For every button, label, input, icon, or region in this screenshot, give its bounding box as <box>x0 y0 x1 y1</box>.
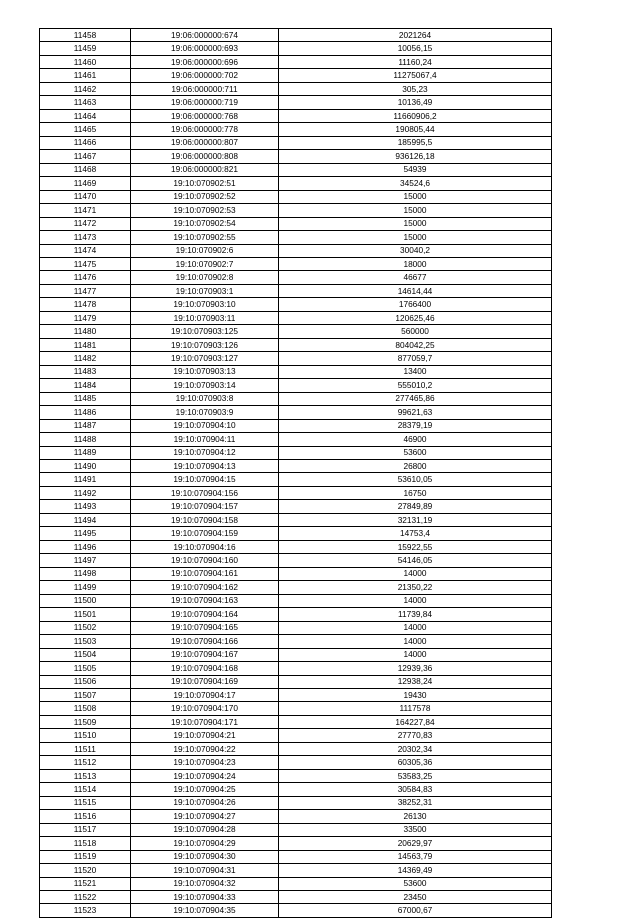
value-cell: 46677 <box>279 271 552 284</box>
cadastral-number-cell: 19:10:070903:10 <box>131 298 279 311</box>
table-row <box>40 150 552 163</box>
value-cell: 877059,7 <box>279 352 552 365</box>
cadastral-number-cell: 19:10:070904:35 <box>131 904 279 917</box>
table-row <box>40 244 552 257</box>
cadastral-number-cell: 19:10:070904:165 <box>131 621 279 634</box>
cadastral-number-cell: 19:10:070904:157 <box>131 500 279 513</box>
row-number-cell: 11508 <box>40 702 131 715</box>
value-cell: 555010,2 <box>279 379 552 392</box>
table-row <box>40 500 552 513</box>
value-cell: 38252,31 <box>279 796 552 809</box>
table-row <box>40 715 552 728</box>
table-row <box>40 257 552 270</box>
row-number-cell: 11475 <box>40 257 131 270</box>
table-row <box>40 567 552 580</box>
row-number-cell: 11504 <box>40 648 131 661</box>
cadastral-number-cell: 19:06:000000:711 <box>131 82 279 95</box>
cadastral-number-cell: 19:10:070902:52 <box>131 190 279 203</box>
value-cell: 30040,2 <box>279 244 552 257</box>
table-row <box>40 204 552 217</box>
cadastral-number-cell: 19:10:070903:13 <box>131 365 279 378</box>
value-cell: 14000 <box>279 621 552 634</box>
cadastral-number-cell: 19:10:070902:51 <box>131 177 279 190</box>
table-row <box>40 217 552 230</box>
value-cell: 277465,86 <box>279 392 552 405</box>
row-number-cell: 11461 <box>40 69 131 82</box>
row-number-cell: 11509 <box>40 715 131 728</box>
cadastral-number-cell: 19:10:070902:8 <box>131 271 279 284</box>
cadastral-number-cell: 19:06:000000:808 <box>131 150 279 163</box>
row-number-cell: 11478 <box>40 298 131 311</box>
cadastral-number-cell: 19:06:000000:702 <box>131 69 279 82</box>
row-number-cell: 11485 <box>40 392 131 405</box>
value-cell: 2021264 <box>279 29 552 42</box>
table-row <box>40 527 552 540</box>
value-cell: 28379,19 <box>279 419 552 432</box>
table-row <box>40 904 552 917</box>
table-row <box>40 486 552 499</box>
row-number-cell: 11522 <box>40 891 131 904</box>
row-number-cell: 11514 <box>40 783 131 796</box>
cadastral-number-cell: 19:10:070904:25 <box>131 783 279 796</box>
table-row <box>40 513 552 526</box>
row-number-cell: 11499 <box>40 581 131 594</box>
cadastral-number-cell: 19:10:070902:55 <box>131 231 279 244</box>
row-number-cell: 11523 <box>40 904 131 917</box>
value-cell: 11275067,4 <box>279 69 552 82</box>
value-cell: 14563,79 <box>279 850 552 863</box>
row-number-cell: 11471 <box>40 204 131 217</box>
table-row <box>40 123 552 136</box>
row-number-cell: 11505 <box>40 662 131 675</box>
table-row <box>40 392 552 405</box>
table-row <box>40 581 552 594</box>
value-cell: 34524,6 <box>279 177 552 190</box>
table-row <box>40 96 552 109</box>
row-number-cell: 11502 <box>40 621 131 634</box>
row-number-cell: 11515 <box>40 796 131 809</box>
value-cell: 53610,05 <box>279 473 552 486</box>
cadastral-number-cell: 19:10:070904:32 <box>131 877 279 890</box>
row-number-cell: 11467 <box>40 150 131 163</box>
table-row <box>40 864 552 877</box>
cadastral-number-cell: 19:10:070902:6 <box>131 244 279 257</box>
table-row <box>40 365 552 378</box>
row-number-cell: 11462 <box>40 82 131 95</box>
cadastral-number-cell: 19:10:070904:10 <box>131 419 279 432</box>
row-number-cell: 11512 <box>40 756 131 769</box>
value-cell: 27849,89 <box>279 500 552 513</box>
cadastral-number-cell: 19:10:070904:158 <box>131 513 279 526</box>
row-number-cell: 11488 <box>40 433 131 446</box>
row-number-cell: 11521 <box>40 877 131 890</box>
row-number-cell: 11518 <box>40 837 131 850</box>
table-row <box>40 648 552 661</box>
value-cell: 804042,25 <box>279 338 552 351</box>
cadastral-number-cell: 19:10:070904:11 <box>131 433 279 446</box>
table-row <box>40 190 552 203</box>
value-cell: 15000 <box>279 190 552 203</box>
value-cell: 23450 <box>279 891 552 904</box>
row-number-cell: 11490 <box>40 460 131 473</box>
cadastral-number-cell: 19:10:070904:163 <box>131 594 279 607</box>
table-row <box>40 756 552 769</box>
table-row <box>40 82 552 95</box>
table-row <box>40 352 552 365</box>
value-cell: 67000,67 <box>279 904 552 917</box>
row-number-cell: 11479 <box>40 311 131 324</box>
value-cell: 99621,63 <box>279 406 552 419</box>
table-row <box>40 284 552 297</box>
table-row <box>40 540 552 553</box>
table-row <box>40 42 552 55</box>
value-cell: 305,23 <box>279 82 552 95</box>
value-cell: 19430 <box>279 688 552 701</box>
value-cell: 20629,97 <box>279 837 552 850</box>
value-cell: 26800 <box>279 460 552 473</box>
row-number-cell: 11500 <box>40 594 131 607</box>
value-cell: 936126,18 <box>279 150 552 163</box>
cadastral-number-cell: 19:10:070904:167 <box>131 648 279 661</box>
row-number-cell: 11498 <box>40 567 131 580</box>
value-cell: 120625,46 <box>279 311 552 324</box>
cadastral-number-cell: 19:10:070903:125 <box>131 325 279 338</box>
cadastral-number-cell: 19:06:000000:719 <box>131 96 279 109</box>
cadastral-number-cell: 19:10:070904:171 <box>131 715 279 728</box>
cadastral-number-cell: 19:06:000000:821 <box>131 163 279 176</box>
value-cell: 190805,44 <box>279 123 552 136</box>
table-row <box>40 702 552 715</box>
table-row <box>40 177 552 190</box>
cadastral-number-cell: 19:10:070903:127 <box>131 352 279 365</box>
value-cell: 11660906,2 <box>279 109 552 122</box>
value-cell: 15922,55 <box>279 540 552 553</box>
value-cell: 10056,15 <box>279 42 552 55</box>
row-number-cell: 11495 <box>40 527 131 540</box>
cadastral-number-cell: 19:10:070904:16 <box>131 540 279 553</box>
table-row <box>40 298 552 311</box>
row-number-cell: 11501 <box>40 608 131 621</box>
table-row <box>40 796 552 809</box>
row-number-cell: 11458 <box>40 29 131 42</box>
row-number-cell: 11470 <box>40 190 131 203</box>
table-row <box>40 729 552 742</box>
table-row <box>40 419 552 432</box>
cadastral-number-cell: 19:10:070904:21 <box>131 729 279 742</box>
table-row <box>40 29 552 42</box>
row-number-cell: 11486 <box>40 406 131 419</box>
cadastral-number-cell: 19:10:070904:15 <box>131 473 279 486</box>
value-cell: 26130 <box>279 810 552 823</box>
value-cell: 33500 <box>279 823 552 836</box>
row-number-cell: 11493 <box>40 500 131 513</box>
row-number-cell: 11511 <box>40 742 131 755</box>
table-row <box>40 338 552 351</box>
value-cell: 14000 <box>279 648 552 661</box>
value-cell: 11160,24 <box>279 55 552 68</box>
value-cell: 13400 <box>279 365 552 378</box>
table-row <box>40 675 552 688</box>
value-cell: 53583,25 <box>279 769 552 782</box>
document-page <box>39 28 551 918</box>
row-number-cell: 11491 <box>40 473 131 486</box>
value-cell: 54146,05 <box>279 554 552 567</box>
table-row <box>40 783 552 796</box>
row-number-cell: 11517 <box>40 823 131 836</box>
value-cell: 560000 <box>279 325 552 338</box>
table-row <box>40 271 552 284</box>
row-number-cell: 11477 <box>40 284 131 297</box>
table-row <box>40 554 552 567</box>
row-number-cell: 11484 <box>40 379 131 392</box>
value-cell: 11739,84 <box>279 608 552 621</box>
row-number-cell: 11466 <box>40 136 131 149</box>
row-number-cell: 11497 <box>40 554 131 567</box>
cadastral-number-cell: 19:10:070903:9 <box>131 406 279 419</box>
value-cell: 21350,22 <box>279 581 552 594</box>
table-row <box>40 446 552 459</box>
cadastral-number-cell: 19:06:000000:778 <box>131 123 279 136</box>
table-row <box>40 136 552 149</box>
table-row <box>40 379 552 392</box>
value-cell: 185995,5 <box>279 136 552 149</box>
value-cell: 12939,36 <box>279 662 552 675</box>
row-number-cell: 11468 <box>40 163 131 176</box>
cadastral-number-cell: 19:10:070903:14 <box>131 379 279 392</box>
row-number-cell: 11469 <box>40 177 131 190</box>
value-cell: 27770,83 <box>279 729 552 742</box>
value-cell: 164227,84 <box>279 715 552 728</box>
row-number-cell: 11481 <box>40 338 131 351</box>
row-number-cell: 11520 <box>40 864 131 877</box>
cadastral-number-cell: 19:10:070904:164 <box>131 608 279 621</box>
table-row <box>40 837 552 850</box>
table-row <box>40 810 552 823</box>
cadastral-number-cell: 19:10:070904:162 <box>131 581 279 594</box>
value-cell: 14000 <box>279 567 552 580</box>
value-cell: 14000 <box>279 594 552 607</box>
table-row <box>40 850 552 863</box>
table-row <box>40 163 552 176</box>
value-cell: 1766400 <box>279 298 552 311</box>
table-row <box>40 769 552 782</box>
cadastral-number-cell: 19:10:070904:33 <box>131 891 279 904</box>
cadastral-number-cell: 19:10:070904:13 <box>131 460 279 473</box>
row-number-cell: 11496 <box>40 540 131 553</box>
cadastral-number-cell: 19:10:070902:54 <box>131 217 279 230</box>
value-cell: 32131,19 <box>279 513 552 526</box>
cadastral-number-cell: 19:06:000000:693 <box>131 42 279 55</box>
table-row <box>40 662 552 675</box>
cadastral-number-cell: 19:10:070903:1 <box>131 284 279 297</box>
table-row <box>40 109 552 122</box>
cadastral-number-cell: 19:10:070903:11 <box>131 311 279 324</box>
value-cell: 53600 <box>279 877 552 890</box>
row-number-cell: 11483 <box>40 365 131 378</box>
cadastral-number-cell: 19:10:070904:159 <box>131 527 279 540</box>
table-row <box>40 55 552 68</box>
table-row <box>40 325 552 338</box>
value-cell: 10136,49 <box>279 96 552 109</box>
value-cell: 30584,83 <box>279 783 552 796</box>
row-number-cell: 11492 <box>40 486 131 499</box>
cadastral-number-cell: 19:10:070904:28 <box>131 823 279 836</box>
row-number-cell: 11463 <box>40 96 131 109</box>
table-row <box>40 891 552 904</box>
cadastral-number-cell: 19:10:070904:169 <box>131 675 279 688</box>
row-number-cell: 11472 <box>40 217 131 230</box>
row-number-cell: 11487 <box>40 419 131 432</box>
table-body <box>40 29 552 918</box>
cadastral-number-cell: 19:10:070904:23 <box>131 756 279 769</box>
table-row <box>40 473 552 486</box>
cadastral-number-cell: 19:10:070904:24 <box>131 769 279 782</box>
table-row <box>40 433 552 446</box>
value-cell: 16750 <box>279 486 552 499</box>
cadastral-number-cell: 19:10:070903:126 <box>131 338 279 351</box>
row-number-cell: 11464 <box>40 109 131 122</box>
row-number-cell: 11460 <box>40 55 131 68</box>
row-number-cell: 11503 <box>40 635 131 648</box>
cadastral-number-cell: 19:10:070904:30 <box>131 850 279 863</box>
row-number-cell: 11474 <box>40 244 131 257</box>
row-number-cell: 11489 <box>40 446 131 459</box>
row-number-cell: 11494 <box>40 513 131 526</box>
cadastral-number-cell: 19:10:070904:27 <box>131 810 279 823</box>
cadastral-number-cell: 19:10:070904:161 <box>131 567 279 580</box>
value-cell: 15000 <box>279 231 552 244</box>
table-row <box>40 69 552 82</box>
cadastral-number-cell: 19:10:070904:17 <box>131 688 279 701</box>
cadastral-number-cell: 19:10:070904:170 <box>131 702 279 715</box>
row-number-cell: 11476 <box>40 271 131 284</box>
cadastral-number-cell: 19:10:070904:29 <box>131 837 279 850</box>
value-cell: 14369,49 <box>279 864 552 877</box>
table-row <box>40 311 552 324</box>
row-number-cell: 11473 <box>40 231 131 244</box>
value-cell: 12938,24 <box>279 675 552 688</box>
value-cell: 20302,34 <box>279 742 552 755</box>
cadastral-number-cell: 19:10:070904:166 <box>131 635 279 648</box>
value-cell: 54939 <box>279 163 552 176</box>
table-row <box>40 608 552 621</box>
table-row <box>40 688 552 701</box>
value-cell: 14614,44 <box>279 284 552 297</box>
value-cell: 46900 <box>279 433 552 446</box>
table-row <box>40 823 552 836</box>
cadastral-number-cell: 19:10:070904:168 <box>131 662 279 675</box>
value-cell: 15000 <box>279 204 552 217</box>
table-row <box>40 594 552 607</box>
cadastral-number-cell: 19:10:070902:53 <box>131 204 279 217</box>
table-row <box>40 460 552 473</box>
value-cell: 53600 <box>279 446 552 459</box>
table-row <box>40 877 552 890</box>
row-number-cell: 11516 <box>40 810 131 823</box>
cadastral-number-cell: 19:10:070904:12 <box>131 446 279 459</box>
cadastral-number-cell: 19:06:000000:696 <box>131 55 279 68</box>
row-number-cell: 11510 <box>40 729 131 742</box>
value-cell: 18000 <box>279 257 552 270</box>
cadastral-number-cell: 19:10:070904:26 <box>131 796 279 809</box>
cadastral-number-cell: 19:06:000000:768 <box>131 109 279 122</box>
row-number-cell: 11459 <box>40 42 131 55</box>
data-table <box>39 28 552 918</box>
cadastral-number-cell: 19:10:070902:7 <box>131 257 279 270</box>
value-cell: 15000 <box>279 217 552 230</box>
value-cell: 14753,4 <box>279 527 552 540</box>
table-row <box>40 406 552 419</box>
row-number-cell: 11519 <box>40 850 131 863</box>
row-number-cell: 11465 <box>40 123 131 136</box>
cadastral-number-cell: 19:06:000000:807 <box>131 136 279 149</box>
cadastral-number-cell: 19:10:070904:31 <box>131 864 279 877</box>
table-row <box>40 231 552 244</box>
cadastral-number-cell: 19:10:070904:156 <box>131 486 279 499</box>
row-number-cell: 11513 <box>40 769 131 782</box>
value-cell: 1117578 <box>279 702 552 715</box>
value-cell: 60305,36 <box>279 756 552 769</box>
cadastral-number-cell: 19:10:070903:8 <box>131 392 279 405</box>
value-cell: 14000 <box>279 635 552 648</box>
table-row <box>40 742 552 755</box>
row-number-cell: 11506 <box>40 675 131 688</box>
row-number-cell: 11480 <box>40 325 131 338</box>
table-row <box>40 635 552 648</box>
cadastral-number-cell: 19:10:070904:160 <box>131 554 279 567</box>
cadastral-number-cell: 19:06:000000:674 <box>131 29 279 42</box>
cadastral-number-cell: 19:10:070904:22 <box>131 742 279 755</box>
row-number-cell: 11507 <box>40 688 131 701</box>
table-row <box>40 621 552 634</box>
row-number-cell: 11482 <box>40 352 131 365</box>
